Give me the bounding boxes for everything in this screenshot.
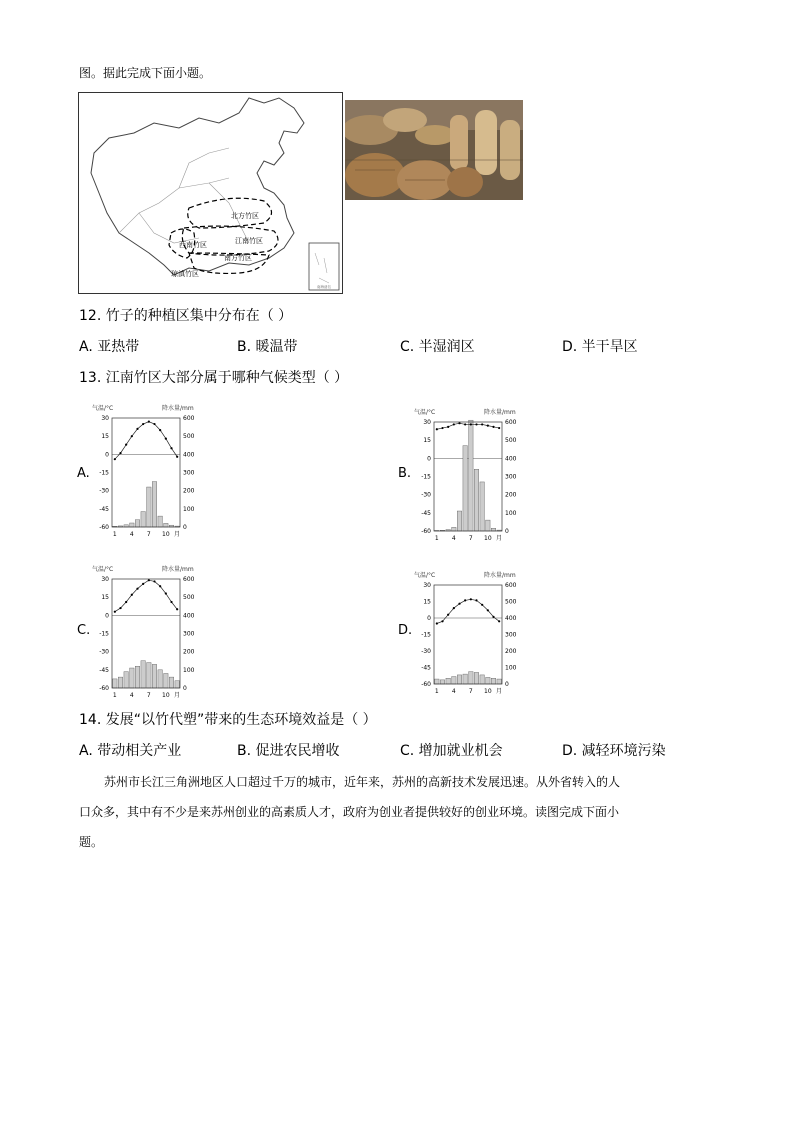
x-tick-label: 4 xyxy=(451,535,456,542)
right-tick-label: 0 xyxy=(183,685,187,692)
q13-option-a[interactable]: A. xyxy=(77,466,90,481)
right-tick-label: 600 xyxy=(505,419,517,426)
right-tick-label: 300 xyxy=(505,631,517,639)
x-tick-label: 10 xyxy=(484,688,492,695)
right-tick-label: 200 xyxy=(505,648,517,655)
temp-line xyxy=(115,580,177,611)
temp-point xyxy=(159,429,161,431)
temp-point xyxy=(436,428,438,430)
x-tick-label: 1 xyxy=(434,688,439,695)
left-tick-label: 15 xyxy=(423,598,431,606)
x-axis-label: 月 xyxy=(174,692,181,699)
temp-line xyxy=(115,422,177,460)
x-tick-label: 1 xyxy=(434,535,439,542)
right-tick-label: 100 xyxy=(183,666,195,674)
x-tick-label: 10 xyxy=(162,531,170,538)
left-tick-label: -45 xyxy=(99,505,109,513)
left-axis-label: 气温/°C xyxy=(92,566,114,573)
precip-bar xyxy=(164,673,168,688)
x-tick-label: 7 xyxy=(468,688,473,695)
temp-point xyxy=(481,423,483,425)
x-axis-label: 月 xyxy=(496,535,503,542)
right-tick-label: 400 xyxy=(183,612,195,620)
temp-point xyxy=(119,607,121,609)
right-tick-label: 300 xyxy=(505,473,517,481)
left-tick-label: -15 xyxy=(421,631,431,639)
right-tick-label: 100 xyxy=(505,664,517,672)
precip-bar xyxy=(124,672,128,688)
precip-bar xyxy=(480,675,484,684)
map-inset-caption: 南海诸岛 xyxy=(317,285,331,289)
precip-bar xyxy=(491,528,495,531)
precip-bar xyxy=(130,523,134,527)
right-tick-label: 200 xyxy=(505,491,517,499)
right-tick-label: 400 xyxy=(183,451,195,459)
plot-frame xyxy=(434,422,502,531)
temp-point xyxy=(119,452,121,454)
right-tick-label: 600 xyxy=(183,576,195,583)
temp-point xyxy=(142,583,144,585)
precip-bar xyxy=(457,675,461,684)
temp-point xyxy=(131,435,133,437)
right-axis-label: 降水量/mm xyxy=(162,566,194,573)
right-tick-label: 600 xyxy=(505,582,517,589)
temp-point xyxy=(487,609,489,611)
precip-bar xyxy=(147,663,151,688)
right-axis-label: 降水量/mm xyxy=(484,572,516,579)
map-label-north: 北方竹区 xyxy=(231,212,259,220)
q12-option-c[interactable]: C. 半湿润区 xyxy=(400,339,475,355)
precip-bar xyxy=(452,677,456,684)
left-tick-label: -30 xyxy=(421,648,431,655)
left-tick-label: 30 xyxy=(101,576,109,583)
plot-frame xyxy=(112,579,180,688)
precip-bar xyxy=(169,677,173,688)
left-tick-label: 0 xyxy=(427,615,431,622)
precip-bar xyxy=(175,681,179,688)
precip-bar xyxy=(118,677,122,688)
precip-bar xyxy=(491,678,495,684)
precip-bar xyxy=(469,420,473,531)
temp-point xyxy=(475,599,477,601)
temp-point xyxy=(131,594,133,596)
temp-point xyxy=(481,604,483,606)
temp-point xyxy=(170,447,172,449)
left-axis-label: 气温/°C xyxy=(414,409,436,416)
precip-bar xyxy=(141,661,145,688)
x-tick-label: 4 xyxy=(451,688,456,695)
left-axis-label: 气温/°C xyxy=(414,572,436,579)
precip-bar xyxy=(152,482,156,527)
precip-bar xyxy=(435,679,439,684)
precip-bar xyxy=(135,520,139,527)
precip-bar xyxy=(497,679,501,684)
temp-point xyxy=(153,423,155,425)
temp-point xyxy=(125,601,127,603)
q14-option-c[interactable]: C. 增加就业机会 xyxy=(400,743,503,759)
left-tick-label: 30 xyxy=(423,419,431,426)
q12-option-a[interactable]: A. 亚热带 xyxy=(79,339,140,355)
left-tick-label: 30 xyxy=(423,582,431,589)
temp-point xyxy=(114,458,116,460)
q13-option-b[interactable]: B. xyxy=(398,466,412,481)
precip-bar xyxy=(457,511,461,531)
temp-point xyxy=(498,427,500,429)
precip-bar xyxy=(158,516,162,527)
right-tick-label: 100 xyxy=(505,509,517,517)
q13-option-d[interactable]: D. xyxy=(398,623,413,638)
left-tick-label: -45 xyxy=(99,666,109,674)
precip-bar xyxy=(113,679,117,688)
precip-bar xyxy=(152,664,156,688)
precip-bar xyxy=(147,487,151,527)
temp-point xyxy=(475,423,477,425)
left-tick-label: -30 xyxy=(421,491,431,499)
temp-point xyxy=(136,588,138,590)
temp-point xyxy=(498,620,500,622)
right-tick-label: 100 xyxy=(183,505,195,513)
x-axis-label: 月 xyxy=(496,688,503,695)
map-label-jiangnan: 江南竹区 xyxy=(235,237,263,245)
temp-point xyxy=(492,426,494,428)
precip-bar xyxy=(469,672,473,684)
right-tick-label: 600 xyxy=(183,415,195,422)
left-tick-label: -60 xyxy=(99,685,109,692)
temp-point xyxy=(453,423,455,425)
left-tick-label: 15 xyxy=(101,594,109,602)
right-tick-label: 500 xyxy=(505,437,517,445)
x-tick-label: 4 xyxy=(129,692,134,699)
q13-stem: 13. 江南竹区大部分属于哪种气候类型（ ） xyxy=(79,370,349,386)
temp-point xyxy=(165,592,167,594)
temp-point xyxy=(136,428,138,430)
q14-option-a[interactable]: A. 带动相关产业 xyxy=(79,743,182,759)
temp-point xyxy=(453,607,455,609)
precip-bar xyxy=(474,672,478,684)
temp-point xyxy=(487,425,489,427)
left-tick-label: -60 xyxy=(99,524,109,531)
precip-bar xyxy=(463,674,467,684)
right-axis-label: 降水量/mm xyxy=(162,405,194,412)
right-tick-label: 400 xyxy=(505,455,517,463)
right-tick-label: 0 xyxy=(183,524,187,531)
left-tick-label: -15 xyxy=(99,630,109,638)
q14-option-b[interactable]: B. 促进农民增收 xyxy=(237,743,340,759)
map-label-south: 南方竹区 xyxy=(224,254,252,262)
left-tick-label: 0 xyxy=(105,451,109,459)
left-tick-label: -15 xyxy=(99,469,109,477)
temp-line xyxy=(437,599,499,623)
temp-point xyxy=(458,422,460,424)
right-tick-label: 200 xyxy=(183,487,195,495)
bamboo-region-map xyxy=(78,92,343,294)
precip-bar xyxy=(130,668,134,688)
temp-point xyxy=(159,585,161,587)
temp-point xyxy=(447,426,449,428)
precip-bar xyxy=(141,512,145,527)
right-tick-label: 0 xyxy=(505,528,509,535)
x-tick-label: 7 xyxy=(468,535,473,542)
left-axis-label: 气温/°C xyxy=(92,405,114,412)
paragraph-line-3: 题。 xyxy=(79,835,104,849)
temp-point xyxy=(447,614,449,616)
left-tick-label: -30 xyxy=(99,648,109,656)
climate-chart-a xyxy=(92,402,202,542)
temp-point xyxy=(441,620,443,622)
left-tick-label: -30 xyxy=(99,487,109,495)
temp-point xyxy=(114,611,116,613)
left-tick-label: 0 xyxy=(105,612,109,620)
precip-bar xyxy=(463,446,467,531)
temp-point xyxy=(148,421,150,423)
precip-bar xyxy=(452,527,456,531)
temp-point xyxy=(142,423,144,425)
precip-bar xyxy=(446,678,450,684)
left-tick-label: -60 xyxy=(421,528,431,535)
climate-chart-c xyxy=(92,563,202,703)
left-tick-label: -45 xyxy=(421,664,431,672)
right-tick-label: 500 xyxy=(505,598,517,606)
climate-chart-d xyxy=(414,569,524,699)
q12-option-d[interactable]: D. 半干旱区 xyxy=(562,339,638,355)
left-tick-label: 15 xyxy=(101,433,109,441)
temp-point xyxy=(441,427,443,429)
right-axis-label: 降水量/mm xyxy=(484,409,516,416)
temp-point xyxy=(470,598,472,600)
intro-text: 图。据此完成下面小题。 xyxy=(79,66,212,80)
precip-bar xyxy=(135,666,139,688)
q13-option-c[interactable]: C. xyxy=(77,623,91,638)
left-tick-label: 30 xyxy=(101,415,109,422)
precip-bar xyxy=(158,670,162,688)
q14-option-d[interactable]: D. 减轻环境污染 xyxy=(562,743,666,759)
temp-point xyxy=(492,616,494,618)
plot-frame xyxy=(112,418,180,527)
left-tick-label: 0 xyxy=(427,455,431,463)
right-tick-label: 500 xyxy=(183,594,195,602)
temp-point xyxy=(176,456,178,458)
q12-option-b[interactable]: B. 暖温带 xyxy=(237,339,298,355)
climate-chart-b xyxy=(414,406,524,546)
temp-point xyxy=(464,423,466,425)
temp-point xyxy=(170,601,172,603)
map-label-southwest: 西南竹区 xyxy=(179,241,207,249)
paragraph-line-1: 苏州市长江三角洲地区人口超过千万的城市，近年来，苏州的高新技术发展迅速。从外省转入的人 xyxy=(104,775,621,789)
q14-stem: 14. 发展“以竹代塑”带来的生态环境效益是（ ） xyxy=(79,712,377,728)
x-tick-label: 7 xyxy=(146,692,151,699)
right-tick-label: 0 xyxy=(505,681,509,688)
precip-bar xyxy=(480,482,484,531)
x-tick-label: 4 xyxy=(129,531,134,538)
temp-point xyxy=(464,599,466,601)
paragraph-line-2: 口众多，其中有不少是来苏州创业的高素质人才，政府为创业者提供较好的创业环境。读图完成下面小 xyxy=(79,805,620,819)
x-tick-label: 1 xyxy=(112,531,117,538)
q12-stem: 12. 竹子的种植区集中分布在（ ） xyxy=(79,308,293,324)
temp-point xyxy=(470,423,472,425)
right-tick-label: 300 xyxy=(183,469,195,477)
right-tick-label: 500 xyxy=(183,433,195,441)
bamboo-crafts-photo xyxy=(345,100,523,200)
temp-point xyxy=(436,622,438,624)
left-tick-label: 15 xyxy=(423,437,431,445)
temp-point xyxy=(458,603,460,605)
temp-point xyxy=(176,608,178,610)
precip-bar xyxy=(486,520,490,531)
precip-bar xyxy=(440,680,444,684)
left-tick-label: -15 xyxy=(421,473,431,481)
right-tick-label: 400 xyxy=(505,615,517,622)
temp-point xyxy=(153,580,155,582)
precip-bar xyxy=(164,523,168,527)
x-tick-label: 10 xyxy=(484,535,492,542)
temp-line xyxy=(437,423,499,429)
x-tick-label: 7 xyxy=(146,531,151,538)
temp-point xyxy=(125,444,127,446)
x-tick-label: 10 xyxy=(162,692,170,699)
temp-point xyxy=(148,579,150,581)
left-tick-label: -60 xyxy=(421,681,431,688)
right-tick-label: 200 xyxy=(183,648,195,656)
precip-bar xyxy=(486,677,490,684)
precip-bar xyxy=(474,469,478,531)
right-tick-label: 300 xyxy=(183,630,195,638)
x-tick-label: 1 xyxy=(112,692,117,699)
x-axis-label: 月 xyxy=(174,531,181,538)
temp-point xyxy=(165,437,167,439)
map-label-qiongdian: 琼滇竹区 xyxy=(171,270,199,278)
left-tick-label: -45 xyxy=(421,509,431,517)
